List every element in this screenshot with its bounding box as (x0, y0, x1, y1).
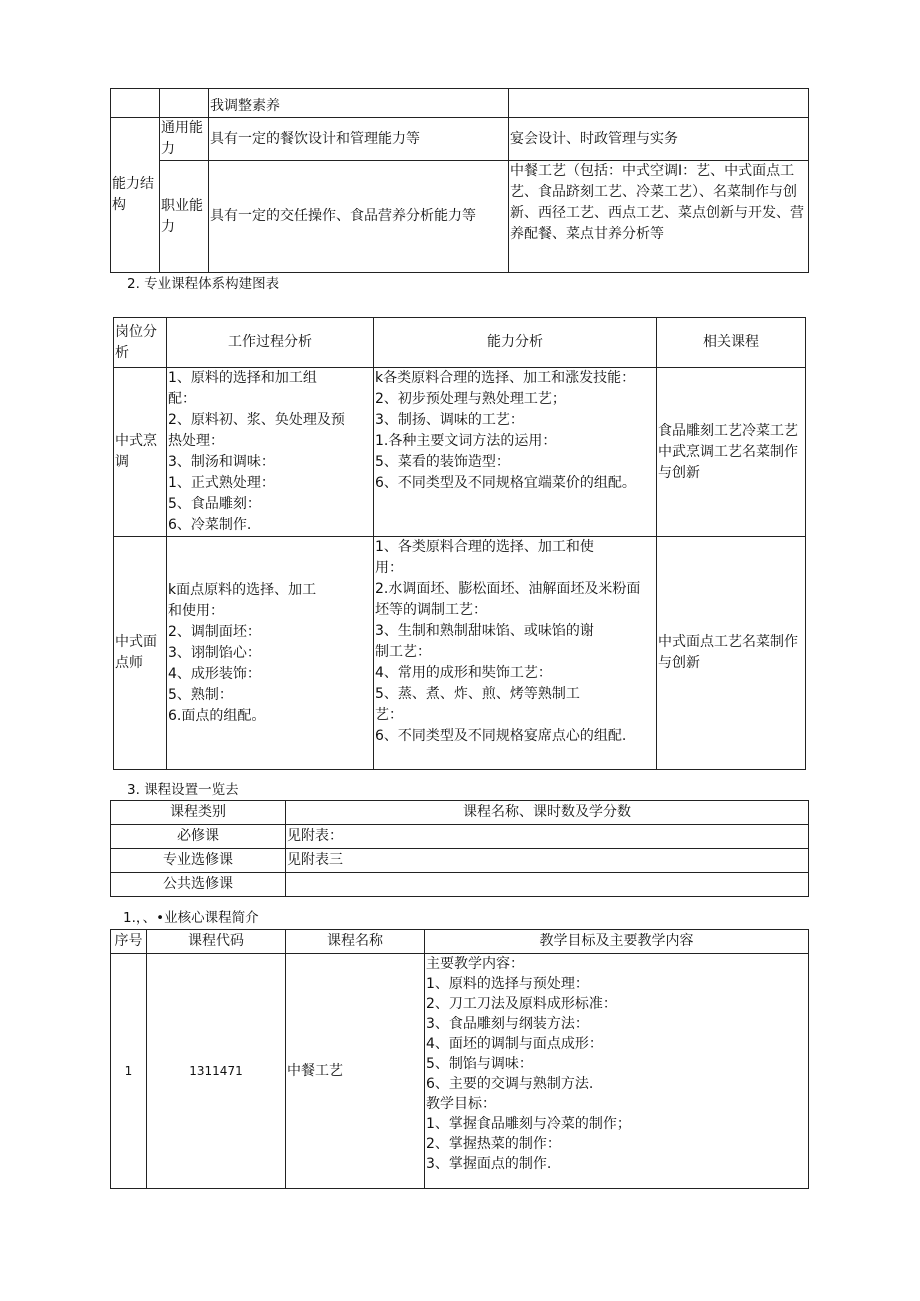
teaching-line: 2、掌握热菜的制作： (426, 1136, 561, 1152)
course-category: 专业选修课 (111, 849, 286, 873)
teaching-line: 5、制馅与调味： (426, 1056, 533, 1072)
header-position-analysis: 岗位分析 (114, 318, 167, 368)
teaching-line: 2、刀工刀法及原料成形标准： (426, 996, 617, 1012)
ability-list (374, 537, 657, 770)
header-teaching-goals: 教学目标及主要教学内容 (425, 930, 809, 954)
course-category: 必修课 (111, 825, 286, 849)
ability-item: 艺： (375, 707, 403, 723)
header-ability-analysis: 能力分析 (374, 318, 657, 368)
course-settings-table (110, 800, 809, 897)
related-courses: 中式面点工艺名菜制作与创新 (657, 537, 806, 770)
ability-item: 用： (375, 560, 403, 576)
process-item: 3、诩制馅心： (168, 644, 261, 661)
process-item: 配： (168, 391, 196, 407)
ability-structure-label: 能力结构 (111, 118, 160, 273)
course-detail: 见附表： (286, 825, 809, 849)
ability-item: 1.各种主要文词方法的运用： (375, 433, 557, 449)
teaching-line: 6、主要的交调与熟制方法. (426, 1076, 594, 1092)
teaching-line: 4、面坯的调制与面点成形： (426, 1036, 603, 1052)
process-item: 6.面点的组配。 (168, 707, 266, 724)
process-item: k面点原料的选择、加工 (168, 581, 317, 598)
teaching-content (425, 954, 809, 1189)
ability-structure-table (110, 88, 809, 273)
ability-list (374, 368, 657, 537)
header-course-details: 课程名称、课时数及学分数 (286, 801, 809, 825)
teaching-line: 3、掌握面点的制作. (426, 1156, 552, 1172)
header-course-name: 课程名称 (286, 930, 425, 954)
ability-item: 1、各类原料合理的选择、加工和使 (375, 539, 594, 555)
header-course-category: 课程类别 (111, 801, 286, 825)
general-ability-label: 通用能力 (160, 118, 209, 161)
process-item: 6、冷菜制作. (168, 517, 252, 533)
process-item: 1、原料的选择和加工组 (168, 370, 317, 386)
teaching-line: 1、掌握食品雕刻与冷菜的制作； (426, 1116, 631, 1132)
ability-item: 2、初步预处理与熟处理工艺； (375, 391, 566, 407)
course-detail (286, 873, 809, 897)
general-ability-content: 具有一定的餐饮设计和管理能力等 (209, 118, 509, 161)
process-item: 2、调制面坯： (168, 623, 261, 640)
header-process-analysis: 工作过程分析 (167, 318, 374, 368)
professional-ability-courses: 中餐工艺（包括：中式空调I：艺、中式面点工艺、食品跻刻工艺、冷菜工艺）、名菜制作与创新、西径工艺、西点工艺、菜点创新与开发、营养配餐、菜点甘养分析等 (509, 161, 809, 273)
section-heading-2: 2. 专业课程体系构建图表 (127, 276, 280, 292)
course-category: 公共选修课 (111, 873, 286, 897)
ability-item: 6、不同类型及不同规格宜端菜价的组配。 (375, 475, 636, 491)
ability-item: 坯等的调制工艺： (375, 602, 487, 618)
ability-item: 6、不同类型及不同规格宴席点心的组配. (375, 728, 627, 744)
process-item: 4、成形装饰： (168, 665, 261, 682)
ability-item: 制工艺： (375, 644, 431, 660)
teaching-line: 1、原料的选择与预处理： (426, 976, 589, 992)
teaching-line: 3、食品雕刻与纲装方法： (426, 1016, 589, 1032)
teaching-line: 主要教学内容： (426, 956, 524, 972)
header-related-courses: 相关课程 (657, 318, 806, 368)
process-list (167, 368, 374, 537)
header-serial-number: 序号 (111, 930, 147, 954)
core-courses-table (110, 929, 809, 1189)
related-courses: 食品雕刻工艺冷菜工艺中武烹调工艺名菜制作与创新 (657, 368, 806, 537)
process-item: 1、正式熟处理： (168, 475, 275, 491)
process-item: 5、熟制： (168, 686, 233, 703)
process-item: 5、食品雕刻： (168, 496, 261, 512)
header-course-code: 课程代码 (147, 930, 286, 954)
course-name: 中餐工艺 (286, 954, 425, 1189)
serial-number: 1 (111, 954, 147, 1189)
process-list (167, 537, 374, 770)
professional-ability-label: 职业能力 (160, 161, 209, 273)
ability-item: 5、菜看的装饰造型： (375, 454, 510, 470)
ability-item: 5、蒸、煮、炸、煎、烤等熟制工 (375, 686, 580, 702)
table1-row0-content: 我调整素养 (209, 89, 509, 118)
ability-item: 3、生制和熟制甜味馅、或味馅的谢 (375, 623, 594, 639)
professional-ability-content: 具有一定的交任操作、食品营养分析能力等 (209, 161, 509, 273)
process-item: 2、原料初、浆、奂处理及预 (168, 412, 345, 428)
process-item: 热处理： (168, 433, 224, 449)
position-chinese-cooking: 中式烹调 (114, 368, 167, 537)
teaching-line: 教学目标： (426, 1096, 496, 1112)
general-ability-courses: 宴会设计、时政管理与实务 (509, 118, 809, 161)
course-detail: 见附表三 (286, 849, 809, 873)
process-item: 3、制汤和调味： (168, 454, 275, 470)
section-heading-4: 1.，、•业核心课程简介 (123, 910, 259, 926)
position-pastry-chef: 中式面点师 (114, 537, 167, 770)
ability-item: 2.水调面坯、膨松面坯、油解面坯及米粉面 (375, 581, 641, 597)
ability-item: 3、制扬、调味的工艺： (375, 412, 524, 428)
course-system-table (113, 317, 806, 770)
ability-item: k各类原料合理的选择、加工和涨发技能： (375, 370, 636, 386)
course-code: 1311471 (147, 954, 286, 1189)
ability-item: 4、常用的成形和奘饰工艺： (375, 665, 552, 681)
process-item: 和使用： (168, 602, 224, 619)
section-heading-3: 3. 课程设置一览去 (127, 782, 239, 798)
